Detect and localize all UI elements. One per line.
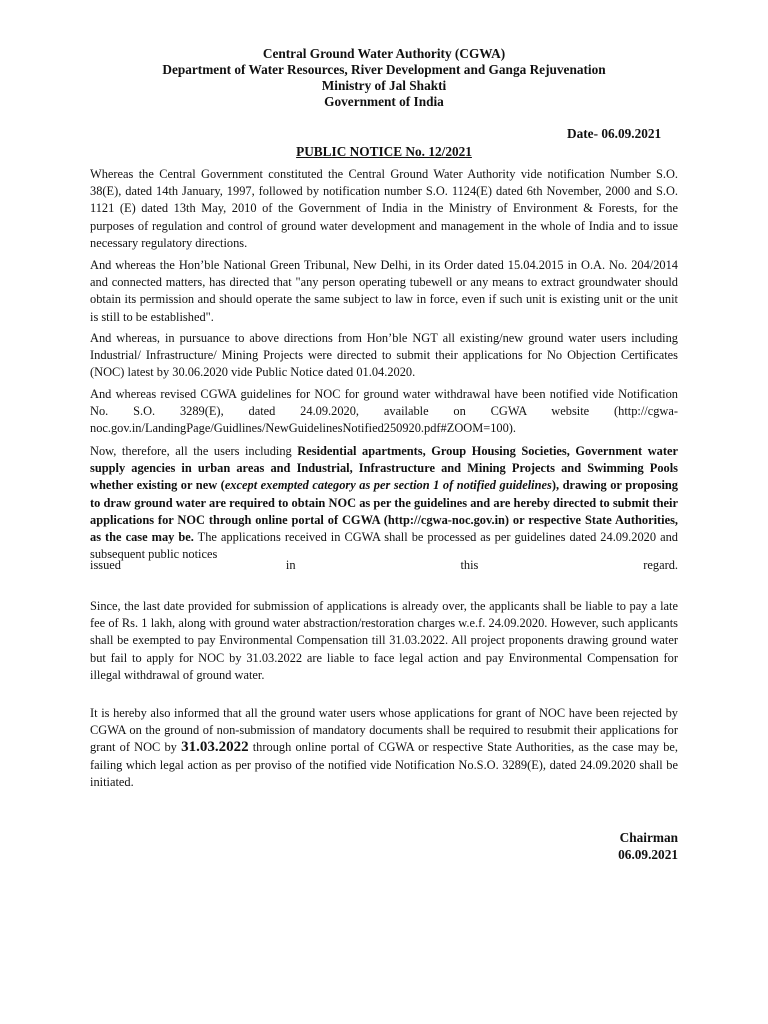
paragraph-5-last-line: [90, 557, 678, 574]
paragraph-6: Since, the last date provided for submission of applications is already over, the applicants shall be liable to pay a late fee of Rs. 1 lakh, along with ground water abstraction/restoration charges w.e.f. 24.09.2020. However, such applicants shall be exempted to pay Environmental Compensation till 31.03.2022. All project proponents drawing ground water but fail to apply for NOC by 31.03.2022 are liable to face legal action and pay Environmental Compensation for illegal withdrawal of ground water.: [90, 599, 678, 682]
paragraph-7-outro: through online portal of CGWA or respective State Authorities, as the case may be, failing which legal action as per proviso of the notified vide Notification No.S.O. 3289(E), dated 24.09.2020 shall be initiated.: [90, 740, 678, 789]
paragraph-5-processing: The applications received in CGWA shall be processed as per guidelines dated 24.09.2020 and subsequent public notices: [90, 530, 678, 562]
paragraph-4: And whereas revised CGWA guidelines for NOC for ground water withdrawal have been notified vide Notification No. S.O. 3289(E), dated 24.09.2020, available on CGWA website (http://cgwa-noc.gov.in/LandingPage/Guidlines/NewGuidelinesNotified250920.pdf#ZOOM=100).: [90, 387, 678, 436]
signature-date: 06.09.2021: [618, 847, 678, 862]
paragraph-5-intro: Now, therefore, all the users including: [90, 444, 298, 458]
notice-date: Date- 06.09.2021: [567, 126, 662, 141]
paragraph-5-directive: ), drawing or proposing to draw ground water are required to obtain NOC as per the guidelines and are hereby directed to submit their applications for NOC through online portal of CGWA (http://cgwa-noc.gov.in) or respective State Authorities, as the case may be.: [90, 478, 678, 545]
header-ministry: Ministry of Jal Shakti: [321, 78, 447, 93]
paragraph-7-deadline: 31.03.2022: [181, 739, 249, 756]
header-authority: Central Ground Water Authority (CGWA): [262, 46, 506, 61]
paragraph-5: [90, 443, 678, 563]
paragraph-3: And whereas, in pursuance to above directions from Hon’ble NGT all existing/new ground water users including Industrial/ Infrastructure/ Mining Projects were directed to submit their applications for No Objection Certificates (NOC) latest by 30.06.2020 vide Public Notice dated 01.04.2020.: [90, 331, 678, 380]
notice-title: PUBLIC NOTICE No. 12/2021: [296, 144, 472, 159]
paragraph-7-intro: It is hereby also informed that all the ground water users whose applications for grant of NOC have been rejected by CGWA on the ground of non-submission of mandatory documents shall be required to resubmit their applications for grant of NOC by: [90, 706, 678, 755]
paragraph-2: And whereas the Hon’ble National Green Tribunal, New Delhi, in its Order dated 15.04.2015 in O.A. No. 204/2014 and connected matters, has directed that "any person operating tubewell or any means to extract groundwater should obtain its permission and should operate the same subject to law in force, even if such unit is existing unit or the unit is still to be established".: [90, 258, 678, 324]
paragraph-7: [90, 705, 678, 791]
header-government: Government of India: [324, 94, 444, 109]
paragraph-5-word-2: in: [285, 558, 296, 572]
paragraph-5-word-1: issued: [90, 558, 121, 572]
header-department: Department of Water Resources, River Development and Ganga Rejuvenation: [162, 62, 606, 77]
paragraph-5-word-4: regard.: [643, 558, 678, 572]
signature-title: Chairman: [619, 830, 678, 845]
paragraph-1: Whereas the Central Government constituted the Central Ground Water Authority vide notification Number S.O. 38(E), dated 14th January, 1997, followed by notification number S.O. 1124(E) dated 6th November, 2000 and S.O. 1121 (E) dated 13th May, 2010 of the Government of India in the Ministry of Environment & Forests, for the purposes of regulation and control of ground water development and management in the whole of India and to issue necessary regulatory directions.: [90, 167, 678, 250]
paragraph-5-word-3: this: [460, 558, 479, 572]
paragraph-5-users: Residential apartments, Group Housing Societies, Government water supply agencies in urban areas and Industrial, Infrastructure and Mining Projects and Swimming Pools whether existing or new (: [90, 444, 678, 493]
paragraph-5-exemption: except exempted category as per section 1 of notified guidelines: [224, 478, 552, 493]
